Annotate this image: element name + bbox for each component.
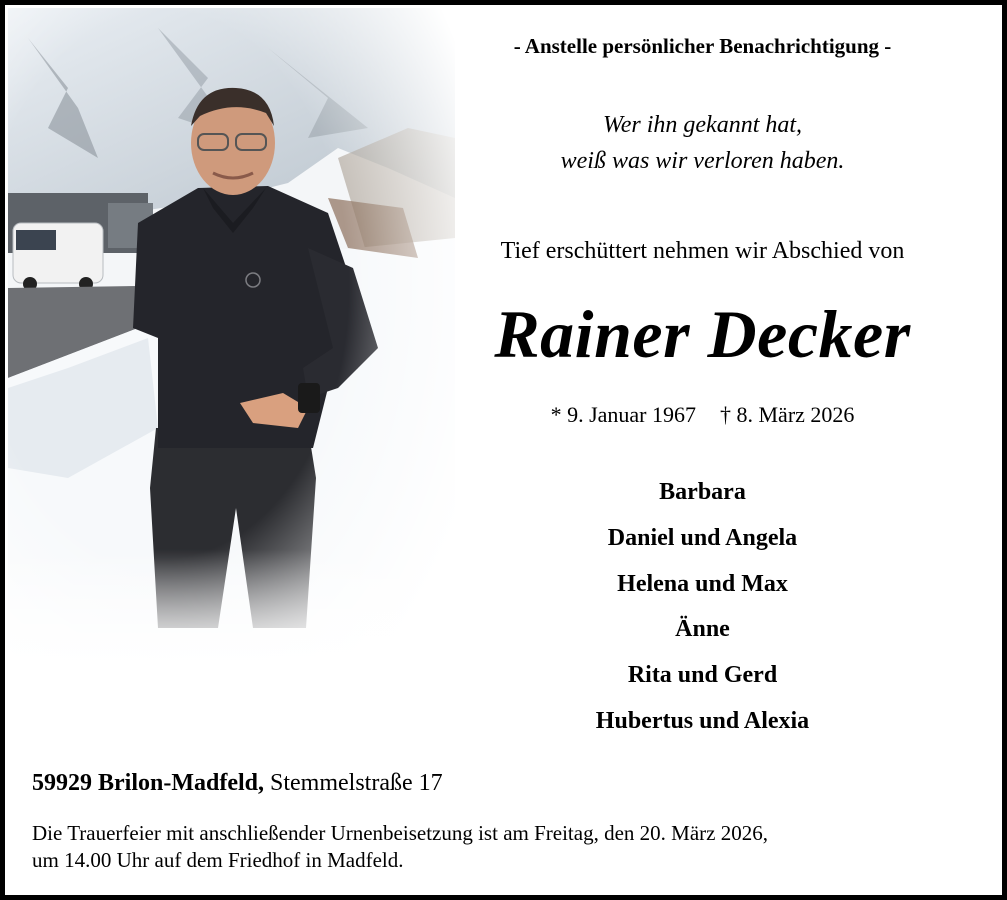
memorial-quote [450, 107, 955, 179]
funeral-line-2: um 14.00 Uhr auf dem Friedhof in Madfeld. [32, 848, 404, 872]
family-address [32, 770, 443, 797]
quote-line-2: weiß was wir verloren haben. [560, 148, 845, 174]
life-dates [450, 402, 955, 428]
notice-line: - Anstelle persönlicher Benachrichtigung - [513, 34, 892, 58]
mourner-name: Rita und Gerd [627, 662, 778, 689]
mourner-name: Helena und Max [617, 570, 788, 597]
address-city: 59929 Brilon-Madfeld, [32, 770, 264, 796]
funeral-info [32, 820, 972, 874]
farewell-intro: Tief erschüttert nehmen wir Abschied von [500, 238, 905, 264]
mourner-name: Hubertus und Alexia [595, 707, 810, 734]
quote-line-1: Wer ihn gekannt hat, [602, 112, 803, 138]
mourner-name: Daniel und Angela [607, 524, 798, 551]
deceased-name: Rainer Decker [494, 296, 911, 372]
address-street: Stemmelstraße 17 [270, 770, 443, 796]
portrait-photo [8, 8, 455, 668]
funeral-line-1: Die Trauerfeier mit anschließender Urnenbeisetzung ist am Freitag, den 20. März 2026, [32, 821, 768, 845]
mourner-name: Änne [675, 616, 730, 643]
mourner-name: Barbara [659, 479, 746, 505]
mourners-list [450, 476, 955, 751]
birth-date: * 9. Januar 1967 [550, 402, 696, 427]
death-date: † 8. März 2026 [720, 402, 855, 427]
